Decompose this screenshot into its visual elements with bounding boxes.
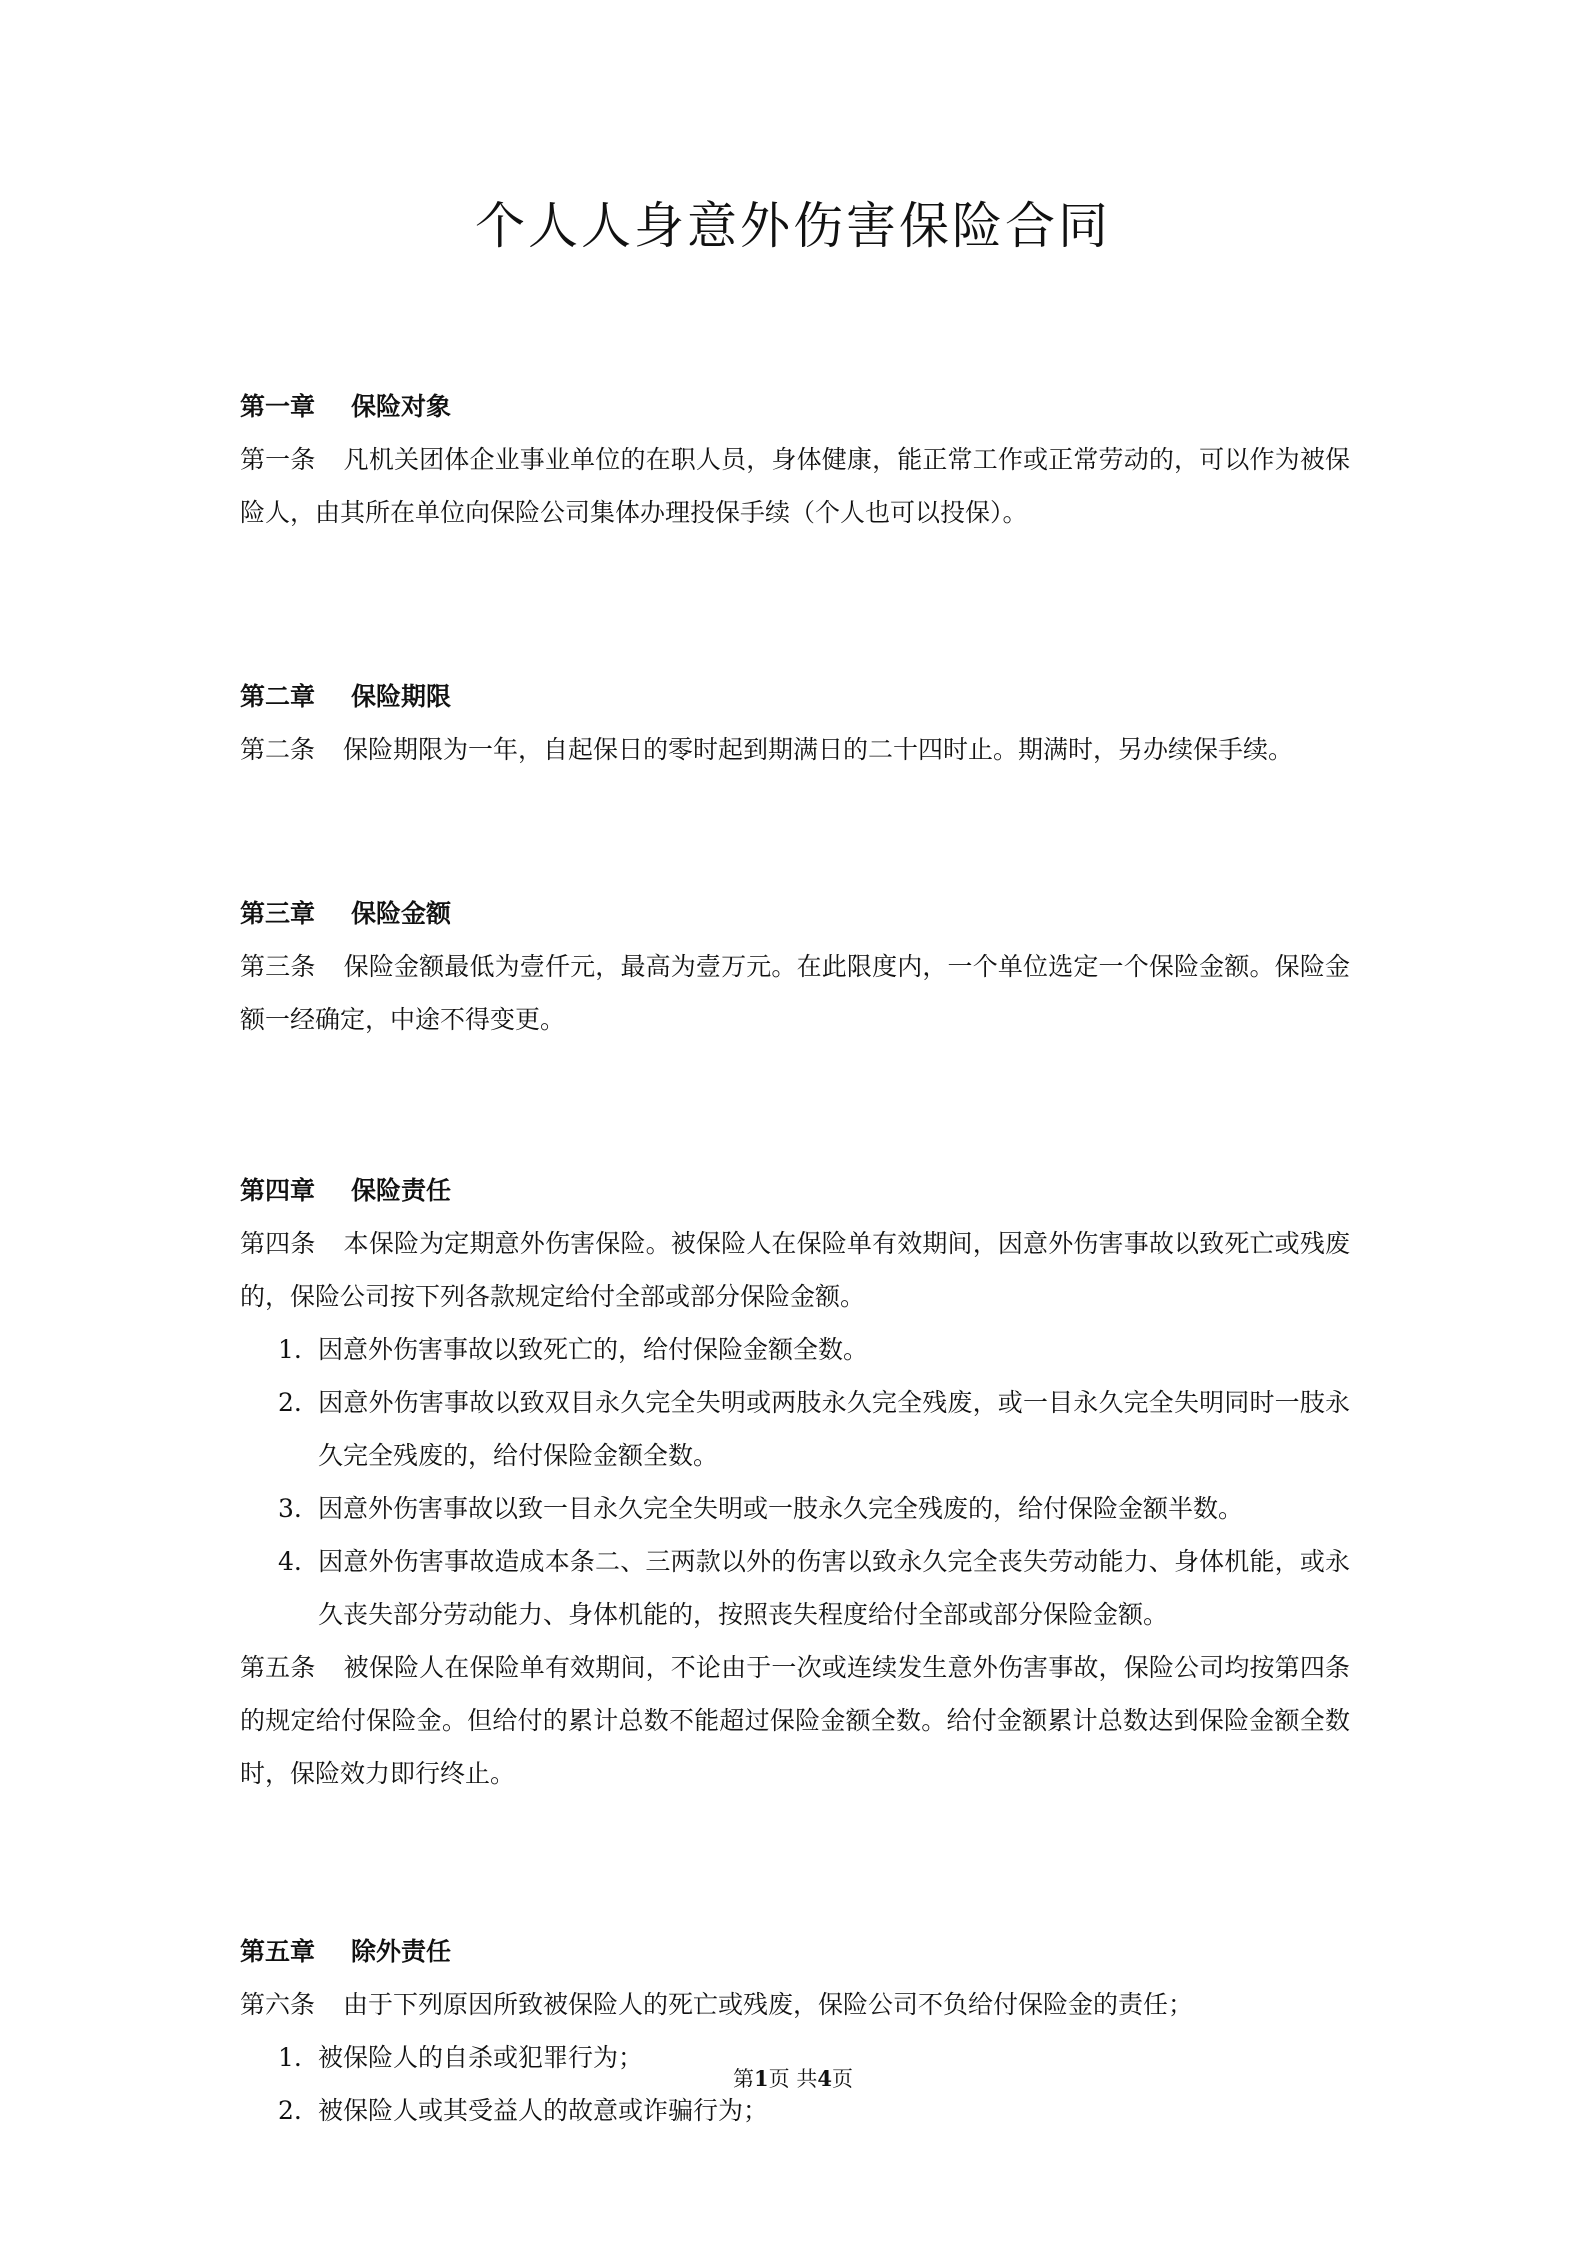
- article-text: 凡机关团体企业事业单位的在职人员，身体健康，能正常工作或正常劳动的，可以作为被保险人，由其所在单位向保险公司集体办理投保手续（个人也可以投保）。: [240, 445, 1350, 527]
- chapter-number: 第五章: [240, 1937, 316, 1966]
- list-item-text: 因意外伤害事故造成本条二、三两款以外的伤害以致永久完全丧失劳动能力、身体机能，或永久丧失部分劳动能力、身体机能的，按照丧失程度给付全部或部分保险金额。: [318, 1547, 1350, 1629]
- list-item-text: 因意外伤害事故以致死亡的，给付保险金额全数。: [318, 1335, 869, 1364]
- article-number: 第三条: [240, 952, 316, 981]
- list-item-index: 2.: [278, 1388, 302, 1417]
- chapter-title: 保险责任: [351, 1176, 452, 1205]
- article-number: 第一条: [240, 445, 316, 474]
- list-item: [240, 1323, 1350, 1376]
- list-item: [240, 1376, 1350, 1482]
- document-title: 个人人身意外伤害保险合同: [475, 197, 1111, 255]
- page-label-prefix: 第: [733, 2067, 755, 2091]
- list-item-index: 2.: [278, 2096, 302, 2125]
- article-paragraph: [240, 723, 1350, 776]
- article-text: 被保险人在保险单有效期间，不论由于一次或连续发生意外伤害事故，保险公司均按第四条的规定给付保险金。但给付的累计总数不能超过保险金额全数。给付金额累计总数达到保险金额全数时，保险效力即行终止。: [240, 1653, 1350, 1788]
- list-item: [240, 1535, 1350, 1641]
- page-number-total: 4: [817, 2066, 832, 2091]
- list-item-index: 4.: [278, 1547, 302, 1576]
- chapter-number: 第二章: [240, 682, 316, 711]
- chapter-title: 保险期限: [351, 682, 452, 711]
- chapter-heading: [240, 380, 1350, 433]
- list-item: [240, 1482, 1350, 1535]
- clause-list: [240, 1323, 1350, 1641]
- document-body: [240, 380, 1350, 2137]
- article-number: 第五条: [240, 1653, 316, 1682]
- list-item-index: 3.: [278, 1494, 302, 1523]
- article-paragraph: [240, 1217, 1350, 1323]
- list-item-text: 被保险人的自杀或犯罪行为；: [318, 2043, 644, 2072]
- article-text: 本保险为定期意外伤害保险。被保险人在保险单有效期间，因意外伤害事故以致死亡或残废的，保险公司按下列各款规定给付全部或部分保险金额。: [240, 1229, 1350, 1311]
- article-paragraph: [240, 433, 1350, 539]
- chapter-number: 第四章: [240, 1176, 316, 1205]
- article-text: 保险期限为一年，自起保日的零时起到期满日的二十四时止。期满时，另办续保手续。: [343, 735, 1294, 764]
- article-text: 保险金额最低为壹仟元，最高为壹万元。在此限度内，一个单位选定一个保险金额。保险金额一经确定，中途不得变更。: [240, 952, 1350, 1034]
- chapter-title: 除外责任: [351, 1937, 452, 1966]
- chapter-title: 保险对象: [351, 392, 452, 421]
- chapter-heading: [240, 887, 1350, 940]
- article-number: 第二条: [240, 735, 316, 764]
- chapter-title: 保险金额: [351, 899, 452, 928]
- article-number: 第六条: [240, 1990, 316, 2019]
- chapter-heading: [240, 1925, 1350, 1978]
- article-number: 第四条: [240, 1229, 316, 1258]
- article-paragraph: [240, 1641, 1350, 1800]
- list-item-text: 因意外伤害事故以致双目永久完全失明或两肢永久完全残废，或一目永久完全失明同时一肢永久完全残废的，给付保险金额全数。: [318, 1388, 1350, 1470]
- list-item-text: 因意外伤害事故以致一目永久完全失明或一肢永久完全残废的，给付保险金额半数。: [318, 1494, 1244, 1523]
- page-label-suffix: 页: [831, 2067, 853, 2091]
- chapter-number: 第一章: [240, 392, 316, 421]
- article-paragraph: [240, 1978, 1350, 2031]
- chapter-number: 第三章: [240, 899, 316, 928]
- page-label-mid: 页 共: [768, 2067, 818, 2091]
- article-text: 由于下列原因所致被保险人的死亡或残废，保险公司不负给付保险金的责任；: [343, 1990, 1194, 2019]
- chapter-heading: [240, 670, 1350, 723]
- page-number-current: 1: [754, 2066, 769, 2091]
- list-item-text: 被保险人或其受益人的故意或诈骗行为；: [318, 2096, 769, 2125]
- list-item-index: 1.: [278, 1335, 302, 1364]
- page-footer: [0, 2063, 1586, 2093]
- article-paragraph: [240, 940, 1350, 1046]
- list-item-index: 1.: [278, 2043, 302, 2072]
- chapter-heading: [240, 1164, 1350, 1217]
